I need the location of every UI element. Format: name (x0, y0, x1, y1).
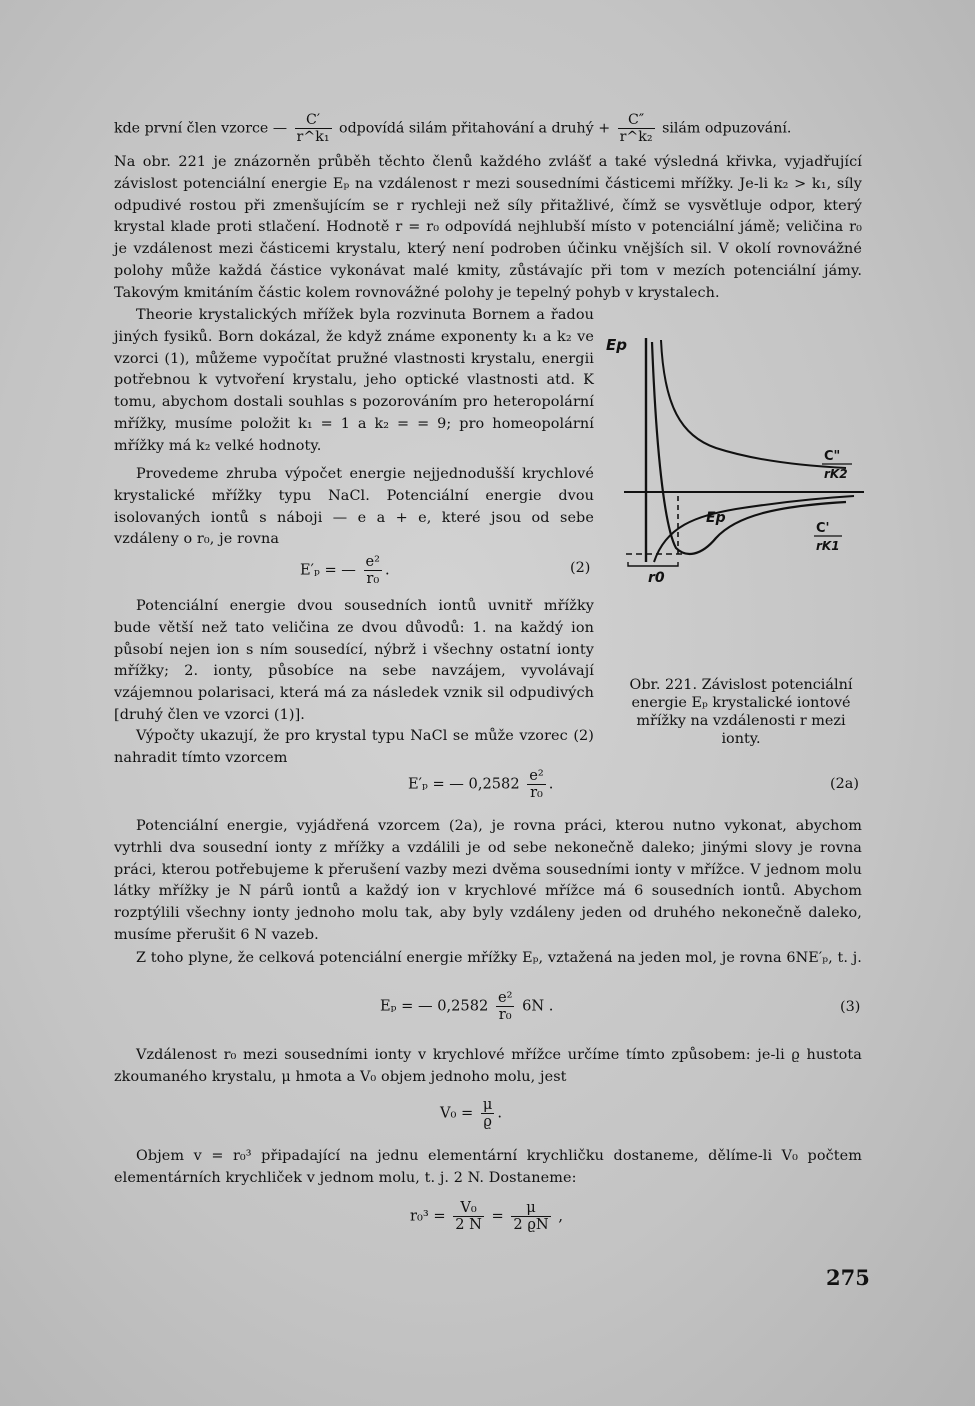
paragraph-1: Na obr. 221 je znázorněn průběh těchto členů každého zvlášť a také výsledná křivka, vyjadřující závislost potenciální energie Eₚ na vzdálenost r mezi sousedními částicemi mřížky. Je-li k₂ > k₁, síly odpudivé rostou při zmenšujícím se r rychleji než síly přitažlivé, čímž se vysvětluje odpor, který krystal klade proti stlačení. Hodnotě r = r₀ odpovídá nejhlubší místo v potenciální jámě; veličina r₀ je vzdálenost mezi částicemi krystalu, který není podroben účinku vnějších sil. V okolí rovnovážné polohy může každá částice vykonávat malé kmity, zůstávajíc při tom v mezích potenciální jámy. Takovým kmitáním částic kolem rovnovážné polohy je tepelný pohyb v krystalech. (114, 154, 862, 301)
page-number: 275 (826, 1265, 870, 1290)
equation-2a: E′ₚ = — 0,2582 $\frac{\text{e²}}{\text{r₀}}$ . (408, 767, 554, 801)
repulsive-curve (661, 340, 846, 468)
potential-energy-figure (606, 326, 866, 586)
equation-3-number: (3) (840, 999, 861, 1015)
ep-curve-label: Ep (706, 510, 726, 526)
r0-label: r0 (648, 570, 665, 586)
c1-label-num: C' (816, 521, 830, 536)
figure-caption: Obr. 221. Závislost potenciální energie Eₚ krystalické iontové mřížky na vzdálenosti r mezi ionty. (629, 677, 853, 747)
paragraph-8: Vzdálenost r₀ mezi sousedními ionty v krychlové mřížce určíme tímto způsobem: je-li ϱ hustota zkoumaného krystalu, μ hmota a V₀ objem jednoho molu, jest (114, 1047, 862, 1085)
intro-text-c: silám odpuzování. (662, 120, 792, 137)
intro-line (114, 112, 791, 145)
equation-3: Eₚ = — 0,2582 $\frac{\text{e²}}{\text{r₀}}$ 6N . (380, 989, 554, 1023)
r0-bracket (628, 562, 678, 566)
equation-5: r₀³ = $\frac{\text{V₀}}{2 N}$ = $\frac{\mu}{2 ϱN}$ , (410, 1199, 563, 1233)
paragraph-7: Z toho plyne, že celková potenciální energie mřížky Eₚ, vztažená na jeden mol, je rovna 6NE′ₚ, t. j. (136, 950, 862, 966)
paragraph-9: Objem v = r₀³ připadající na jednu elementární krychličku dostaneme, dělíme-li V₀ počtem elementárních krychliček v jednom molu, t. j. 2 N. Dostaneme: (114, 1148, 862, 1186)
paragraph-3: Provedeme zhruba výpočet energie nejjednodušší krychlové krystalické mřížky typu NaCl. Potenciální energie dvou isolovaných iontů s náboji — e a + e, které jsou od sebe vzdáleny o r₀, je rovna (114, 466, 594, 548)
c2-label-den: rK2 (824, 467, 848, 481)
fraction-attractive: $\frac{C'}{\text{r\textasciicircum{}k₁}}$ (296, 112, 330, 145)
c1-label-den: rK1 (816, 539, 840, 553)
equation-4: V₀ = $\frac{\mu}{ϱ}$ . (440, 1096, 503, 1130)
intro-text-b: odpovídá silám přitahování a druhý + (339, 120, 611, 137)
intro-text-a: kde první člen vzorce — (114, 120, 288, 137)
c2-label-num: C" (824, 449, 841, 464)
paragraph-5: Výpočty ukazují, že pro krystal typu NaCl se může vzorec (2) nahradit tímto vzorcem (114, 728, 594, 766)
equation-2-number: (2) (570, 560, 591, 576)
paragraph-6: Potenciální energie, vyjádřená vzorcem (2a), je rovna práci, kterou nutno vykonat, abychom vytrhli dva sousední ionty z mřížky a vzdálili je od sebe nekonečně daleko; jinými slovy je rovna práci, kterou potřebujeme k přerušení vazby mezi dvěma sousedními ionty v mřížce. V jednom molu látky mřížky je N párů iontů a každý ion v krychlové mřížce má 6 sousedních iontů. Abychom rozptýlili všechny ionty jednoho molu tak, aby byly vzdáleny jeden od druhého nekonečně daleko, musíme přerušit 6 N vazeb. (114, 818, 862, 943)
fraction-repulsive: $\frac{C''}{\text{r\textasciicircum{}k₂}}$ (619, 112, 653, 145)
ep-axis-label: Ep (606, 336, 627, 354)
paragraph-2: Theorie krystalických mřížek byla rozvinuta Bornem a řadou jiných fysiků. Born dokázal, že když známe exponenty k₁ a k₂ ve vzorci (1), můžeme vypočítat pružné vlastnosti krystalu, energii potřebnou k vytvoření krystalu, jeho optické vlastnosti atd. K tomu, abychom dostali souhlas s pozorováním pro heteropolární mřížky, musíme položit k₁ = 1 a k₂ = = 9; pro homeopolární mřížky má k₂ velké hodnoty. (114, 307, 594, 454)
equation-2a-number: (2a) (830, 776, 859, 792)
equation-2: E′ₚ = — $\frac{\text{e²}}{\text{r₀}}$ . (300, 553, 390, 587)
paragraph-4: Potenciální energie dvou sousedních iontů uvnitř mřížky bude větší než tato veličina ze dvou důvodů: 1. na každý ion působí nejen ion s ním sousedící, nýbrž i všechny ostatní ionty mřížky; 2. ionty, působíce na sebe navzájem, vyvolávají vzájemnou polarisaci, která má za následek vznik sil odpudivých [druhý člen ve vzorci (1)]. (114, 598, 594, 723)
